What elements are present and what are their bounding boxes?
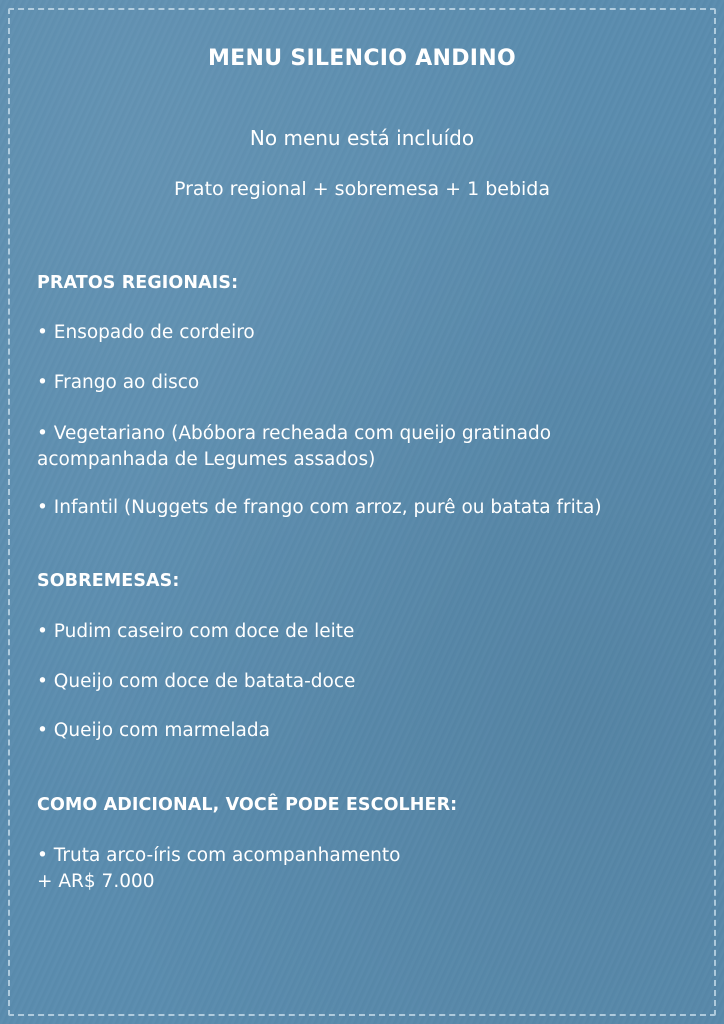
dessert-item: • Queijo com doce de batata-doce <box>37 671 356 692</box>
main-dish-item <box>37 421 687 473</box>
desserts-heading: SOBREMESAS: <box>37 571 180 591</box>
dessert-item: • Pudim caseiro com doce de leite <box>37 621 355 642</box>
included-label: No menu está incluído <box>249 126 475 150</box>
dessert-item: • Queijo com marmelada <box>37 720 270 741</box>
main-dishes-heading: PRATOS REGIONAIS: <box>37 273 239 293</box>
extras-heading: COMO ADICIONAL, VOCÊ PODE ESCOLHER: <box>37 795 458 815</box>
main-dish-item: • Frango ao disco <box>37 372 200 393</box>
menu-title: MENU SILENCIO ANDINO <box>207 46 517 71</box>
main-dish-item: • Infantil (Nuggets de frango com arroz, purê ou batata frita) <box>37 497 602 518</box>
main-dish-item-line: acompanhada de Legumes assados) <box>37 449 376 470</box>
main-dish-item: • Ensopado de cordeiro <box>37 322 255 343</box>
extra-item-line: • Truta arco-íris com acompanhamento <box>37 845 401 866</box>
extra-item <box>37 843 687 895</box>
main-dish-item-line: • Vegetariano (Abóbora recheada com queijo gratinado <box>37 423 552 444</box>
extra-price: + AR$ 7.000 <box>37 871 155 892</box>
included-items: Prato regional + sobremesa + 1 bebida <box>173 178 551 200</box>
